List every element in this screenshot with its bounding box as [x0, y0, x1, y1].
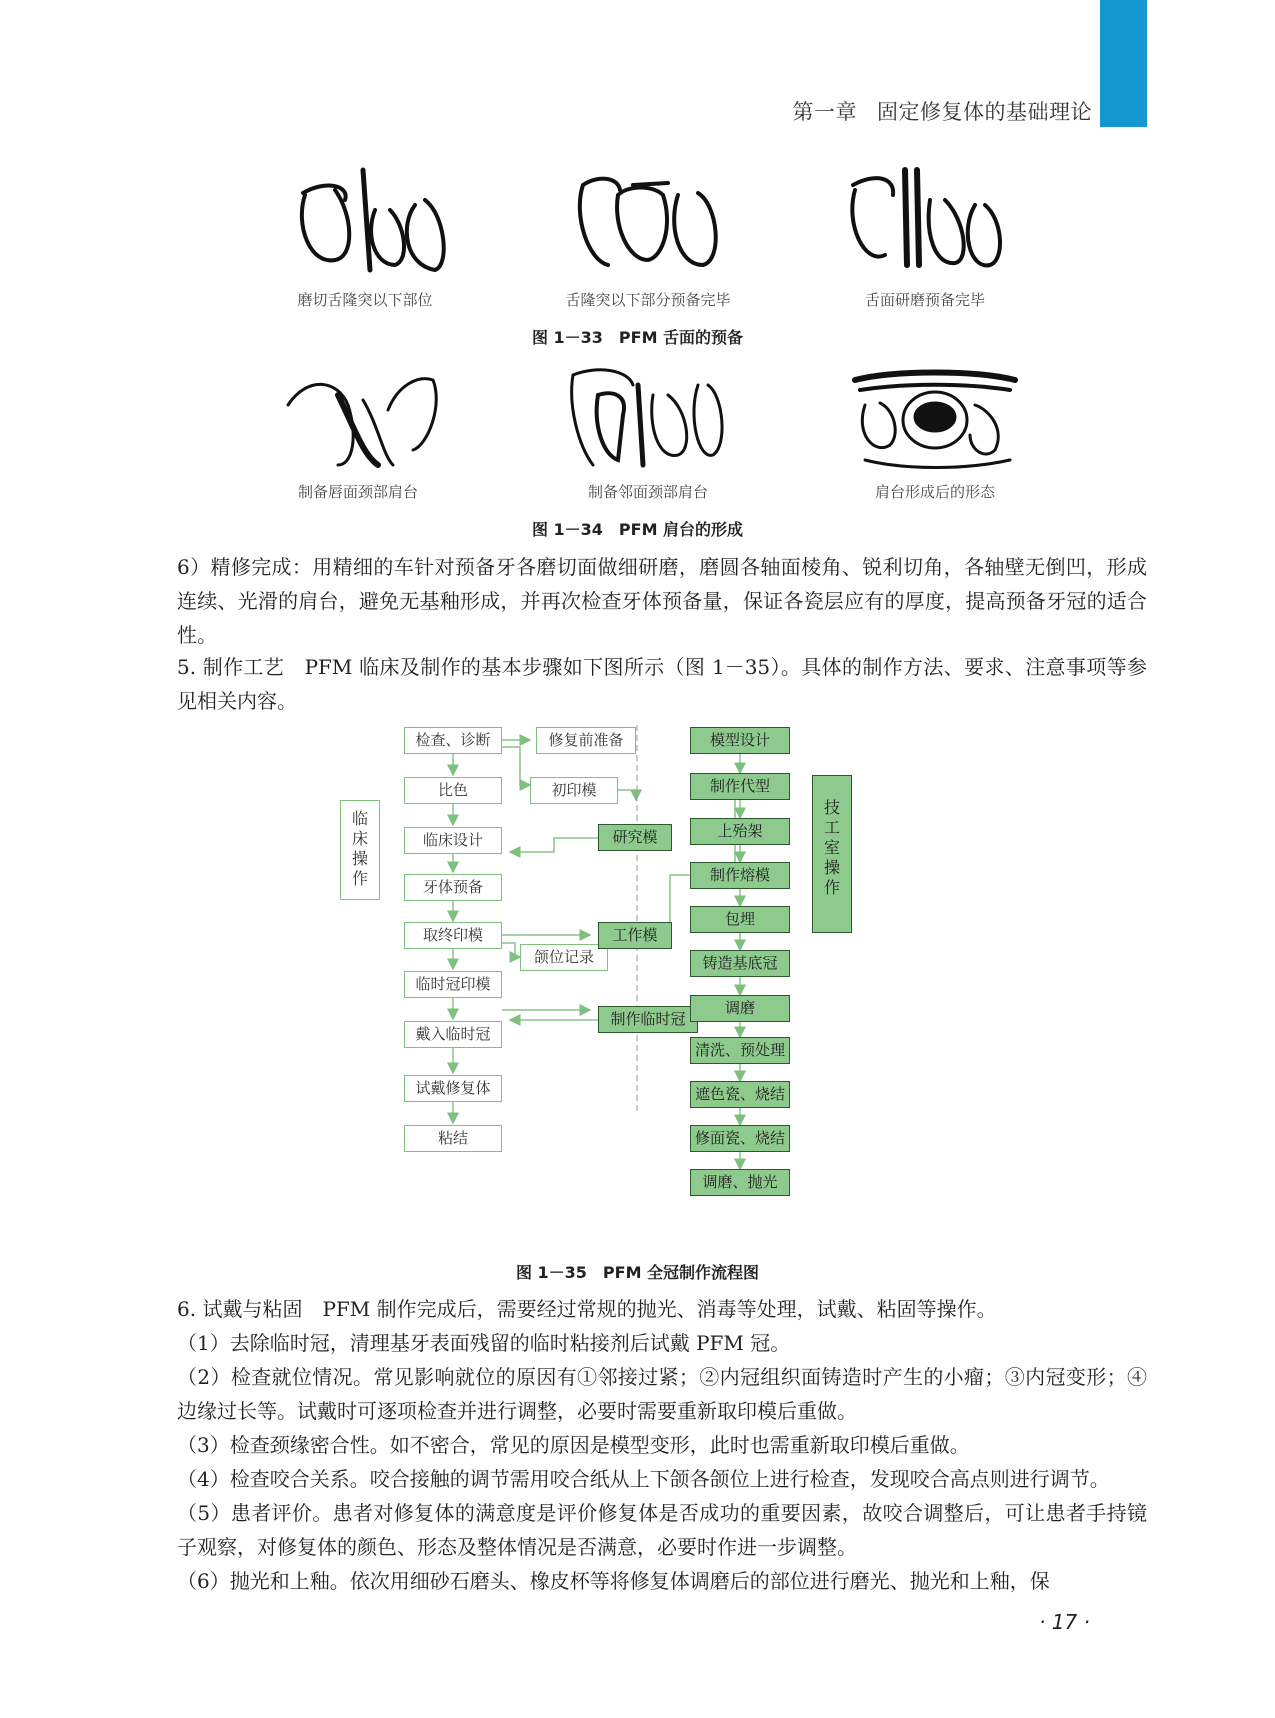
figure-1-33-panel-2 [528, 165, 768, 310]
figure-1-34-panel-1 [238, 365, 478, 502]
figure-1-33-caption-3: 舌面研磨预备完毕 [864, 291, 985, 309]
model-working-cast: 工作模 [598, 922, 672, 949]
paragraph-fabrication-text: 5. 制作工艺 PFM 临床及制作的基本步骤如下图所示（图 1－35）。具体的制作方法、要求、注意事项等参见相关内容。 [177, 655, 1147, 713]
paragraph-try-in-3: （2）检查就位情况。常见影响就位的原因有①邻接过紧；②内冠组织面铸造时产生的小瘤；③内冠变形；④边缘过长等。试戴时可逐项检查并进行调整，必要时需要重新取印模后重做。 [177, 1365, 1147, 1423]
tooth-drawing-lingual-3 [835, 165, 1015, 283]
step-jaw-record: 颌位记录 [520, 944, 608, 971]
running-head-title: 固定修复体的基础理论 [877, 100, 1092, 124]
running-head-chapter: 第一章 [792, 100, 857, 124]
paragraph-try-in-5: （4）检查咬合关系。咬合接触的调节需用咬合纸从上下颌各颌位上进行检查，发现咬合高点则进行调节。 [177, 1467, 1110, 1491]
step-clinical-design: 临床设计 [404, 827, 502, 854]
step-exam-diagnosis: 检查、诊断 [404, 727, 502, 754]
paragraph-try-in-1: 6. 试戴与粘固 PFM 制作完成后，需要经过常规的抛光、消毒等处理，试戴、粘固等操作。 [177, 1297, 997, 1321]
figure-1-33-panel-3 [805, 165, 1045, 310]
lab-step-die: 制作代型 [690, 773, 790, 800]
lab-step-cleaning: 清洗、预处理 [690, 1037, 790, 1064]
lab-step-cast-coping: 铸造基底冠 [690, 950, 790, 977]
clinical-operation-label: 临 床 操 作 [340, 800, 380, 900]
paragraph-finishing [137, 550, 1147, 652]
paragraph-finishing-text: 6）精修完成：用精细的车针对预备牙各磨切面做细研磨，磨圆各轴面棱角、锐利切角，各轴壁无倒凹，形成连续、光滑的肩台，避免无基釉形成，并再次检查牙体预备量，保证各瓷层应有的厚度，提高预备牙冠的适合性。 [177, 555, 1147, 647]
model-study-cast: 研究模 [598, 824, 672, 851]
step-pre-restoration-prep: 修复前准备 [536, 727, 636, 754]
figure-1-34-caption-1: 制备唇面颈部肩台 [297, 483, 418, 501]
lab-step-wax-pattern: 制作熔模 [690, 862, 790, 889]
lab-step-grinding: 调磨 [690, 995, 790, 1022]
step-initial-impression: 初印模 [530, 777, 618, 804]
paragraph-try-in [137, 1292, 1147, 1598]
flowchart-pfm [340, 725, 940, 1245]
tooth-drawing-lingual-1 [275, 165, 455, 283]
paragraph-try-in-7: （6）抛光和上釉。依次用细砂石磨头、橡皮杯等将修复体调磨后的部位进行磨光、抛光和上釉，保 [177, 1569, 1050, 1593]
tooth-drawing-shoulder-3 [845, 365, 1025, 475]
chapter-tab [1100, 0, 1147, 127]
model-make-temp-crown: 制作临时冠 [598, 1006, 698, 1033]
figure-1-34 [0, 365, 1275, 515]
figure-1-34-panel-2 [528, 365, 768, 502]
figure-1-34-panel-3 [815, 365, 1055, 502]
step-try-in: 试戴修复体 [404, 1075, 502, 1102]
lab-step-articulator: 上殆架 [690, 818, 790, 845]
lab-operation-label: 技 工 室 操 作 [812, 775, 852, 933]
figure-1-35-title: 图 1－35 PFM 全冠制作流程图 [515, 1263, 760, 1282]
lab-step-veneer-firing: 修面瓷、烧结 [690, 1125, 790, 1152]
figure-1-33-caption-2: 舌隆突以下部分预备完毕 [565, 291, 731, 309]
step-final-impression: 取终印模 [404, 922, 502, 949]
tooth-drawing-shoulder-1 [268, 365, 448, 475]
figure-1-33-panel-1 [245, 165, 485, 310]
tooth-drawing-shoulder-2 [558, 365, 738, 475]
lab-step-model-design: 模型设计 [690, 727, 790, 754]
step-place-temp-crown: 戴入临时冠 [404, 1021, 502, 1048]
figure-1-33-caption-1: 磨切舌隆突以下部位 [297, 291, 433, 309]
figure-1-34-title: 图 1－34 PFM 肩台的形成 [531, 520, 744, 539]
paragraph-try-in-4: （3）检查颈缘密合性。如不密合，常见的原因是模型变形，此时也需重新取印模后重做。 [177, 1433, 970, 1457]
step-cementation: 粘结 [404, 1125, 502, 1152]
figure-1-33-title: 图 1－33 PFM 舌面的预备 [531, 328, 744, 347]
paragraph-try-in-2: （1）去除临时冠，清理基牙表面残留的临时粘接剂后试戴 PFM 冠。 [177, 1331, 791, 1355]
figure-1-33 [0, 165, 1275, 315]
tooth-drawing-lingual-2 [558, 165, 738, 283]
lab-step-investing: 包埋 [690, 906, 790, 933]
step-tooth-preparation: 牙体预备 [404, 874, 502, 901]
step-shade-matching: 比色 [404, 777, 502, 804]
running-head [773, 96, 1093, 126]
page-number: · 17 · [1039, 1610, 1090, 1634]
figure-1-34-caption-3: 肩台形成后的形态 [874, 483, 995, 501]
figure-1-34-caption-2: 制备邻面颈部肩台 [587, 483, 708, 501]
paragraph-fabrication [137, 650, 1147, 718]
lab-step-polishing: 调磨、抛光 [690, 1169, 790, 1196]
lab-step-opaque-firing: 遮色瓷、烧结 [690, 1081, 790, 1108]
paragraph-try-in-6: （5）患者评价。患者对修复体的满意度是评价修复体是否成功的重要因素，故咬合调整后，可让患者手持镜子观察，对修复体的颜色、形态及整体情况是否满意，必要时作进一步调整。 [177, 1501, 1147, 1559]
step-temp-crown-impression: 临时冠印模 [404, 971, 502, 998]
